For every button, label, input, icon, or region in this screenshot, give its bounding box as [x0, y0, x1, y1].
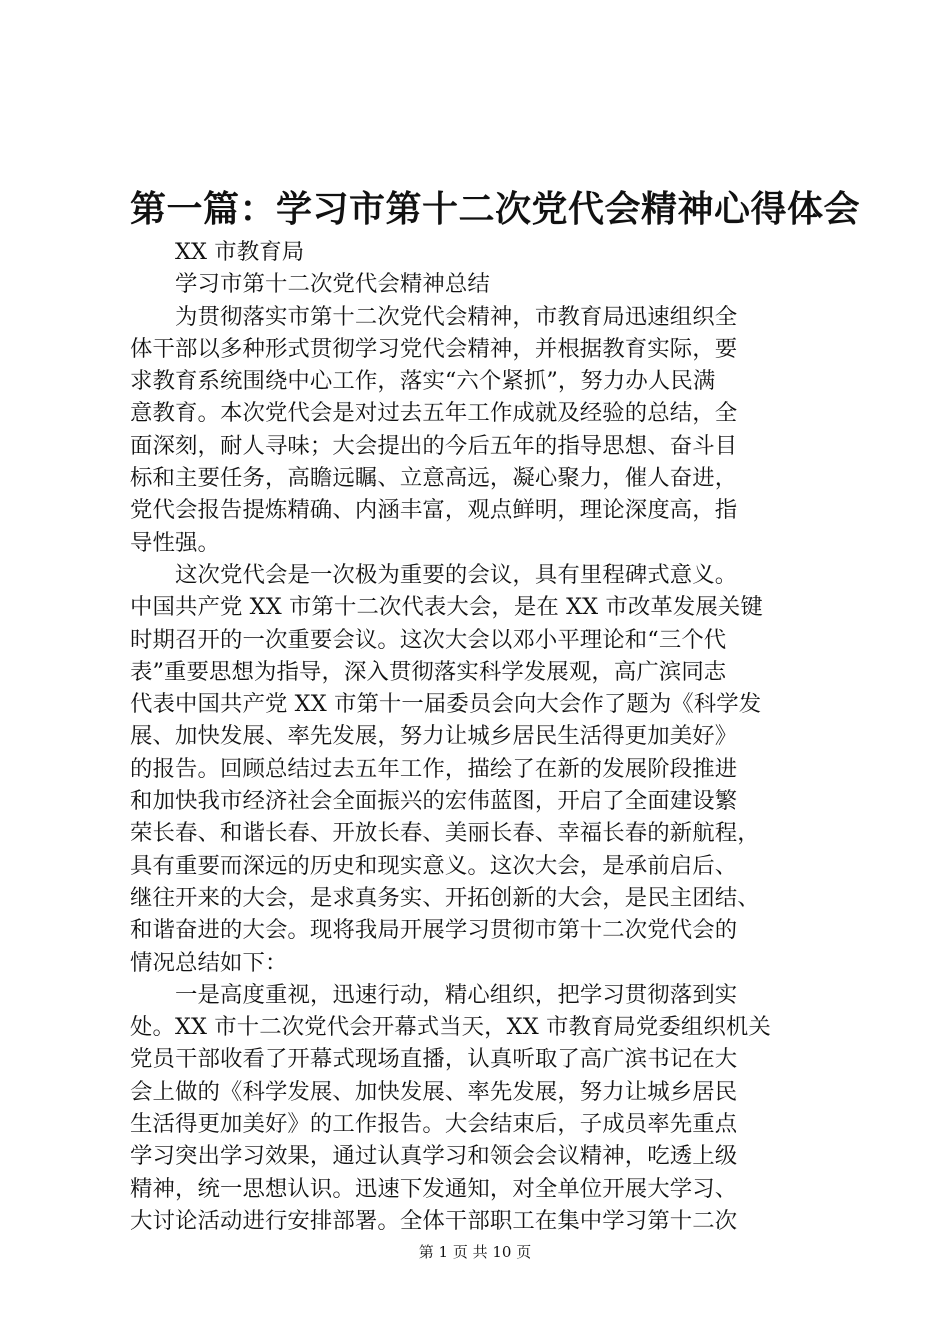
body-line: 学习市第十二次党代会精神总结: [175, 271, 490, 298]
body-line: 这次党代会是一次极为重要的会议，具有里程碑式意义。: [175, 561, 738, 588]
body-line: XX 市教育局: [175, 239, 305, 265]
body-line: 生活得更加美好》的工作报告。大会结束后，子成员率先重点: [130, 1111, 738, 1138]
body-line: 意教育。本次党代会是对过去五年工作成就及经验的总结，全: [130, 400, 738, 427]
body-line: 求教育系统围绕中心工作，落实“六个紧抓”，努力办人民满: [130, 368, 716, 395]
body-line: 的报告。回顾总结过去五年工作，描绘了在新的发展阶段推进: [130, 755, 738, 782]
body-line: 和谐奋进的大会。现将我局开展学习贯彻市第十二次党代会的: [130, 917, 738, 944]
body-line: 党代会报告提炼精确、内涵丰富，观点鲜明，理论深度高，指: [130, 497, 738, 524]
body-line: 面深刻，耐人寻味；大会提出的今后五年的指导思想、奋斗目: [130, 432, 738, 459]
body-line: 和加快我市经济社会全面振兴的宏伟蓝图，开启了全面建设繁: [130, 788, 738, 815]
document-body: [130, 236, 830, 1237]
body-line: 继往开来的大会，是求真务实、开拓创新的大会，是民主团结、: [130, 884, 760, 911]
document-title: 第一篇：学习市第十二次党代会精神心得体会: [130, 189, 861, 230]
body-line: 中国共产党 XX 市第十二次代表大会，是在 XX 市改革发展关键: [130, 594, 763, 621]
body-line: 标和主要任务，高瞻远瞩、立意高远，凝心聚力，催人奋进，: [130, 465, 738, 492]
body-line: 具有重要而深远的历史和现实意义。这次大会，是承前启后、: [130, 852, 738, 879]
body-line: 精神，统一思想认识。迅速下发通知，对全单位开展大学习、: [130, 1175, 738, 1202]
body-line: 荣长春、和谐长春、开放长春、美丽长春、幸福长春的新航程，: [130, 820, 760, 847]
body-line: 代表中国共产党 XX 市第十一届委员会向大会作了题为《科学发: [130, 691, 762, 718]
body-line: 情况总结如下：: [130, 949, 288, 976]
body-line: 导性强。: [130, 529, 220, 556]
body-line: 体干部以多种形式贯彻学习党代会精神，并根据教育实际，要: [130, 335, 738, 362]
body-line: 学习突出学习效果，通过认真学习和领会会议精神，吃透上级: [130, 1143, 738, 1170]
body-line: 处。XX 市十二次党代会开幕式当天，XX 市教育局党委组织机关: [130, 1014, 771, 1041]
body-line: 时期召开的一次重要会议。这次大会以邓小平理论和“三个代: [130, 626, 727, 653]
body-line: 会上做的《科学发展、加快发展、率先发展，努力让城乡居民: [130, 1078, 738, 1105]
body-line: 为贯彻落实市第十二次党代会精神，市教育局迅速组织全: [175, 303, 738, 330]
body-line: 表”重要思想为指导，深入贯彻落实科学发展观，高广滨同志: [130, 658, 727, 685]
body-line: 大讨论活动进行安排部署。全体干部职工在集中学习第十二次: [130, 1207, 738, 1234]
body-line: 展、加快发展、率先发展，努力让城乡居民生活得更加美好》: [130, 723, 738, 750]
page-number-footer: 第 1 页 共 10 页: [418, 1243, 532, 1261]
body-line: 一是高度重视，迅速行动，精心组织，把学习贯彻落到实: [175, 981, 738, 1008]
body-line: 党员干部收看了开幕式现场直播，认真听取了高广滨书记在大: [130, 1046, 738, 1073]
